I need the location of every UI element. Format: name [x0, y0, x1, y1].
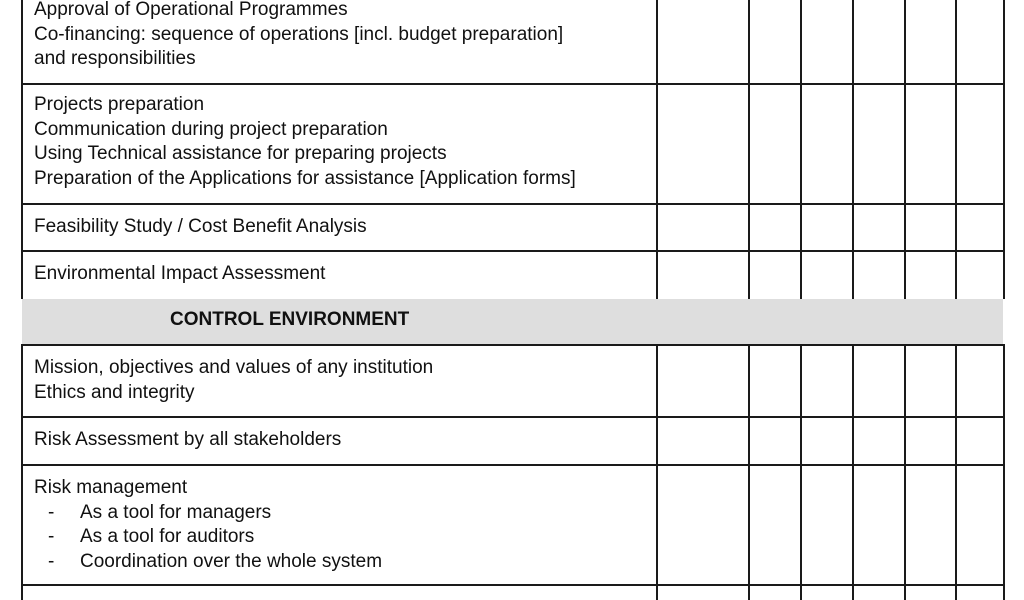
row-text-line: Environmental Impact Assessment	[34, 263, 326, 284]
row-text-line: Using Technical assistance for preparing projects	[34, 143, 447, 164]
column-divider	[904, 345, 906, 600]
column-divider	[800, 345, 802, 600]
bullet-item	[34, 501, 382, 526]
row-divider	[21, 83, 1005, 85]
bullet-item	[34, 550, 382, 575]
table-row-description	[34, 93, 576, 191]
row-text-line: Feasibility Study / Cost Benefit Analysis	[34, 216, 367, 237]
column-divider	[800, 0, 802, 299]
bullet-dash: -	[48, 550, 55, 572]
table-row-description	[34, 476, 382, 574]
section-title: CONTROL ENVIRONMENT	[170, 309, 410, 330]
column-divider	[852, 0, 854, 299]
column-divider	[748, 345, 750, 600]
column-divider	[656, 345, 658, 600]
column-divider	[656, 0, 658, 299]
table-row-description	[34, 356, 433, 405]
row-text-line: Risk Assessment by all stakeholders	[34, 429, 342, 450]
row-divider	[21, 344, 1005, 346]
bullet-text: As a tool for managers	[80, 501, 272, 523]
column-divider	[748, 0, 750, 299]
table-border-right	[1003, 0, 1005, 299]
row-text-line: Projects preparation	[34, 94, 205, 115]
table-border-right	[1003, 345, 1005, 600]
table-row-description	[34, 0, 563, 72]
row-text-line: Mission, objectives and values of any institution	[34, 357, 434, 378]
row-divider	[21, 464, 1005, 466]
row-text-line: Communication during project preparation	[34, 118, 388, 140]
row-text-line: Co-financing: sequence of operations [incl. budget preparation]	[34, 23, 564, 45]
bullet-item	[34, 525, 382, 550]
row-text-line: Ethics and integrity	[34, 381, 195, 403]
row-text-line: and responsibilities	[34, 48, 196, 69]
table-row-description	[34, 428, 341, 453]
bullet-text: As a tool for auditors	[80, 526, 255, 547]
table-border-left	[21, 345, 23, 600]
column-divider	[955, 345, 957, 600]
row-text-line: Risk management	[34, 477, 188, 498]
row-divider	[21, 250, 1005, 252]
table-border-left	[21, 0, 23, 299]
table-row-description	[34, 215, 367, 240]
row-divider	[21, 584, 1005, 586]
column-divider	[904, 0, 906, 299]
row-divider	[21, 203, 1005, 205]
bullet-dash: -	[48, 526, 55, 547]
column-divider	[955, 0, 957, 299]
table-row-description	[34, 262, 325, 287]
row-text-line: Approval of Operational Programmes	[34, 0, 348, 20]
row-divider	[21, 416, 1005, 418]
column-divider	[852, 345, 854, 600]
bullet-text: Coordination over the whole system	[80, 550, 383, 572]
row-text-line: Preparation of the Applications for assistance [Application forms]	[34, 167, 576, 189]
bullet-dash: -	[48, 501, 55, 523]
